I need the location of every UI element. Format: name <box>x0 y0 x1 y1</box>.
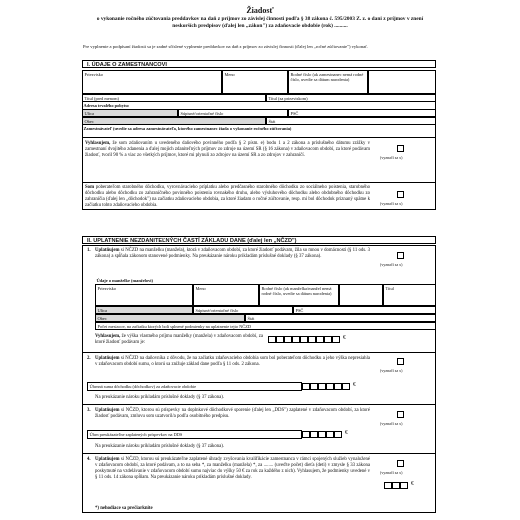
income-digit-box-6[interactable] <box>308 336 316 343</box>
intro-text: Pre vyplnenie a podpísaní žiadosti sa je zadné sčíslené vyplnenie preddavkov na daň z príjmov zo závislej činnosti (ďalej len „ročné zúčtovanie") vykonať. <box>83 44 369 49</box>
label-spouse-city: Obec <box>97 315 107 321</box>
item-2-checkbox-label: (vyznačí sa x) <box>380 368 403 373</box>
income-digit-box-3[interactable] <box>284 336 292 343</box>
declaration-1-text: že som zdaňovaním u uvedeného daňového povinného podľa § 2 písm. e) bodu 1 a 2 zákona a príslušného dátumu zrážky v zamestnaní dvojitého zdanenia a ďalej mojich zdaniteľných príjmov zo zdroje na území SR (§ 16 zákona) v zdaňovacom období, za ktoré podávam žiadosť, tvoril 90 % a viac zo všetkých príjmov, ktoré mi plynuli zo zdrojov na území SR a zo zdrojov v zahraničí. <box>85 141 370 159</box>
postcode-field[interactable] <box>288 109 436 117</box>
footnote: *) nehodiace sa prečiarknite <box>95 506 153 511</box>
label-spouse-birth-number: Rodné číslo (ak manželka/manžel nemá rodné číslo, uvedie sa dátum narodenia) <box>261 285 332 296</box>
declaration-2 <box>85 185 370 209</box>
spouse-income-lead: Vyhlasujem, <box>95 334 121 339</box>
pension-digit-box-6[interactable] <box>342 383 350 390</box>
label-house-number: Súpisné/orientačné číslo <box>180 110 224 116</box>
item-3-checkbox[interactable] <box>397 411 404 418</box>
declaration-1-checkbox[interactable] <box>397 145 404 152</box>
spouse-postcode-field[interactable] <box>293 306 436 314</box>
employee-name-field[interactable] <box>222 70 288 94</box>
declaration-2-text: poberateľom starobného dôchodku, vyrovnávacieho príplatku alebo predčasného starobného dôchodku zo sociálneho poistenia, starobného dôchodku alebo dôchodku zo zahraničného povinného poistenia rovnakého druhu, alebo výsluhového dôchodku alebo obdobného dôchodku zo zahraničia (ďalej len „dôchodok") na začiatku zdaňovacieho obdobia, za ktoré žiadam o ročné zúčtovanie, resp. mi bol dôchodok priznaný spätne k začiatku tohto zdaňovacieho obdobia. <box>85 185 371 209</box>
label-spouse-country: Štát <box>247 315 255 321</box>
label-title-before: Titul (pred menom) <box>84 95 119 101</box>
item-3-checkbox-label: (vyznačí sa x) <box>380 421 403 426</box>
item-2-proof: Na preukázanie nároku prikladám príslušné doklady (§ 37 zákona). <box>95 395 225 400</box>
pension-digit-box-1[interactable] <box>302 383 310 390</box>
item-2-text: Uplatňujem si NČZD na daňovníka z dôvodu, že na začiatku zdaňovacieho obdobia som bol poberateľom dôchodku a jeho výška nepresiahla v zdaňovacom období sumu, o ktorú sa znižuje základ dane podľa § 11 ods. 2 zákona. <box>95 356 370 368</box>
label-street: Ulica <box>84 110 95 116</box>
spouse-title-field[interactable] <box>383 284 436 306</box>
label-birth-number: Rodné číslo (ak zamestnanec nemá rodné číslo, uvedie sa dátum narodenia) <box>290 71 364 82</box>
country-field[interactable] <box>266 117 436 125</box>
item-1-checkbox-label: (vyznačí sa x) <box>380 262 403 267</box>
dds-digit-box-5[interactable] <box>334 431 342 438</box>
pension-sum-field[interactable] <box>87 382 302 391</box>
dds-digit-box-2[interactable] <box>310 431 318 438</box>
employer-line <box>82 137 436 138</box>
income-digit-box-5[interactable] <box>300 336 308 343</box>
employer-label: Zamestnávateľ (uvedie sa adresa zamestnávateľa, ktorého zamestnanec žiada o vykonanie ročného zúčtovania) <box>83 125 292 131</box>
item-1-number: 1. <box>87 248 91 253</box>
item-3-number: 3. <box>87 408 91 413</box>
divider <box>82 404 436 405</box>
item-2-checkbox[interactable] <box>397 358 404 365</box>
city-field[interactable] <box>82 117 266 125</box>
pension-digit-box-5[interactable] <box>334 383 342 390</box>
declaration-2-checkbox-label: (vyznačí sa x) <box>380 201 403 206</box>
employee-birth-number-field[interactable] <box>288 70 368 94</box>
item-4-checkbox-label: (vyznačí sa x) <box>380 470 403 475</box>
label-spouse-surname: Priezvisko <box>97 285 117 291</box>
spouse-income-declaration: Vyhlasujem, že výška vlastného príjmu manželky (manžela) v zdaňovacom období, za ktoré žiadosť podávam je: <box>95 334 263 346</box>
income-digit-box-1[interactable] <box>268 336 276 343</box>
dds-euro-sign: € <box>345 430 348 436</box>
item-2-number: 2. <box>87 356 91 361</box>
item-4-text: Uplatňujem si NČZD, ktorou sú preukázateľne zaplatené úhrady zvyšovania kvalifikácie zamestnanca v rámci spojených služieb vynaložené v zdaňovacom období, za ktoré podávam, a to na seba *, za manželku (manžela) *, za ........ (uveďte počet) dieťa (deti) v zmysle § 33 zákona poskytnuté na vzdelávanie v zdaňovacom období sumu najviac do výšky 50 € za rok za každého z nich). Vyhlasujem, že podmienky uvedené v § 11 ods. 14 zákona spĺňam. Na preukázanie nároku prikladám príslušné doklady. <box>95 457 370 481</box>
item-3-text: Uplatňujem si NČZD, ktorou sú príspevky na doplnkové dôchodkové sporenie (ďalej len „DDS") zaplatené v zdaňovacom období, za ktoré žiadosť podávam, zmluvu som uzatvoril/a podľa osobitného predpisu. <box>95 408 370 420</box>
section-1-heading: I. ÚDAJE O ZAMESTNANCOVI <box>82 60 436 68</box>
label-spouse-street: Ulica <box>97 307 108 313</box>
section-2-heading: II. UPLATNENIE NEZDANITEĽNÝCH ČASTÍ ZÁKLADU DANE (ďalej len „NČZD") <box>82 236 436 244</box>
pension-euro-sign: € <box>353 382 356 388</box>
declaration-1-checkbox-label: (vyznačí sa x) <box>380 155 403 160</box>
spouse-birth-number-field[interactable] <box>259 284 339 306</box>
address-heading: Adresa trvalého pobytu: <box>83 102 130 108</box>
street-field[interactable] <box>82 109 178 117</box>
item-4-digit-box-1[interactable] <box>384 482 392 489</box>
label-title-after: Titul (za priezviskom) <box>268 95 308 101</box>
label-months-count: Počet mesiacov, na začiatku ktorých boli splnené podmienky na uplatnenie tejto NČZD <box>97 323 252 329</box>
label-postcode: PSČ <box>290 110 299 116</box>
income-euro-sign: € <box>343 335 346 341</box>
item-4-euro-sign: € <box>411 481 414 487</box>
divider <box>82 453 436 454</box>
income-digit-box-4[interactable] <box>292 336 300 343</box>
item-3-lead: Uplatňujem <box>95 408 120 413</box>
label-name: Meno <box>224 71 235 77</box>
dds-digit-box-3[interactable] <box>318 431 326 438</box>
item-4-digit-box-2[interactable] <box>392 482 400 489</box>
label-city: Obec <box>84 118 94 124</box>
pension-digit-box-4[interactable] <box>326 383 334 390</box>
form-subtitle: o vykonanie ročného zúčtovania preddavkov na daň z príjmov zo závislej činnosti podľa § 38 zákona č. 595/2003 Z. z. o dani z príjmov v znení neskorších predpisov (ďalej len „zákon") za zdaňovacie obdobie (rok) .......... <box>96 16 424 29</box>
label-pension-sum: Úhrnná suma dôchodku (dôchodkov) za zdaňovacie obdobie <box>89 383 197 389</box>
form-title: Žiadosť <box>246 6 274 15</box>
employee-title-before-field[interactable] <box>82 94 266 102</box>
item-3-proof: Na preukázanie nároku prikladám príslušné doklady (§ 37 zákona). <box>95 444 225 449</box>
employee-title-after-field[interactable] <box>266 94 436 102</box>
item-1-lead: Uplatňujem <box>95 248 120 253</box>
pension-digit-box-3[interactable] <box>318 383 326 390</box>
declaration-2-lead: Som <box>85 185 95 190</box>
label-spouse-house-number: Súpisné/orientačné číslo <box>195 307 239 313</box>
divider <box>82 352 436 353</box>
label-spouse-postcode: PSČ <box>295 307 304 313</box>
label-dds-sum: Úhrn preukázateľne zaplatených príspevkov na DDS <box>89 431 183 437</box>
house-number-field[interactable] <box>178 109 288 117</box>
dds-digit-box-1[interactable] <box>302 431 310 438</box>
item-2-lead: Uplatňujem <box>95 356 120 361</box>
spouse-birth-number-value[interactable] <box>339 284 383 306</box>
spouse-country-field[interactable] <box>245 314 436 322</box>
declaration-1-lead: Vyhlasujem, <box>85 141 111 146</box>
employee-surname-field[interactable] <box>82 70 222 94</box>
label-country: Štát <box>268 118 276 124</box>
item-1-checkbox[interactable] <box>397 252 404 259</box>
income-digit-box-7[interactable] <box>316 336 324 343</box>
income-digit-box-8[interactable] <box>324 336 332 343</box>
item-4-number: 4. <box>87 457 91 462</box>
spouse-name-field[interactable] <box>193 284 259 306</box>
pension-digit-box-2[interactable] <box>310 383 318 390</box>
label-spouse-title: Titul <box>385 285 394 291</box>
item-1-text: Uplatňujem si NČZD na manželku (manžela), ktorá v zdaňovacom období, za ktoré žiadosť podávam, žila so mnou v domácnosti (§ 11 ods. 3 zákona) a spĺňala zákonom stanovené podmienky. Na preukázanie nároku prikladám príslušné doklady (§ 37 zákona). <box>95 248 370 260</box>
label-surname: Priezvisko <box>84 71 104 77</box>
item-4-checkbox[interactable] <box>397 460 404 467</box>
spouse-city-field[interactable] <box>95 314 245 322</box>
item-4-digit-box-3[interactable] <box>400 482 408 489</box>
dds-sum-field[interactable] <box>87 430 302 439</box>
item-4-lead: Uplatňujem <box>95 457 120 462</box>
dds-digit-box-4[interactable] <box>326 431 334 438</box>
label-spouse-name: Meno <box>195 285 206 291</box>
spouse-house-number-field[interactable] <box>193 306 293 314</box>
spouse-heading: Údaje o manželke (manželovi) <box>96 277 153 283</box>
months-count-field[interactable] <box>95 322 436 330</box>
divider <box>82 182 436 183</box>
declaration-2-checkbox[interactable] <box>397 191 404 198</box>
employee-birth-number-value[interactable] <box>368 70 436 94</box>
income-digit-box-2[interactable] <box>276 336 284 343</box>
declaration-1 <box>85 141 370 159</box>
spouse-surname-field[interactable] <box>95 284 193 306</box>
income-digit-box-9[interactable] <box>332 336 340 343</box>
spouse-street-field[interactable] <box>95 306 193 314</box>
